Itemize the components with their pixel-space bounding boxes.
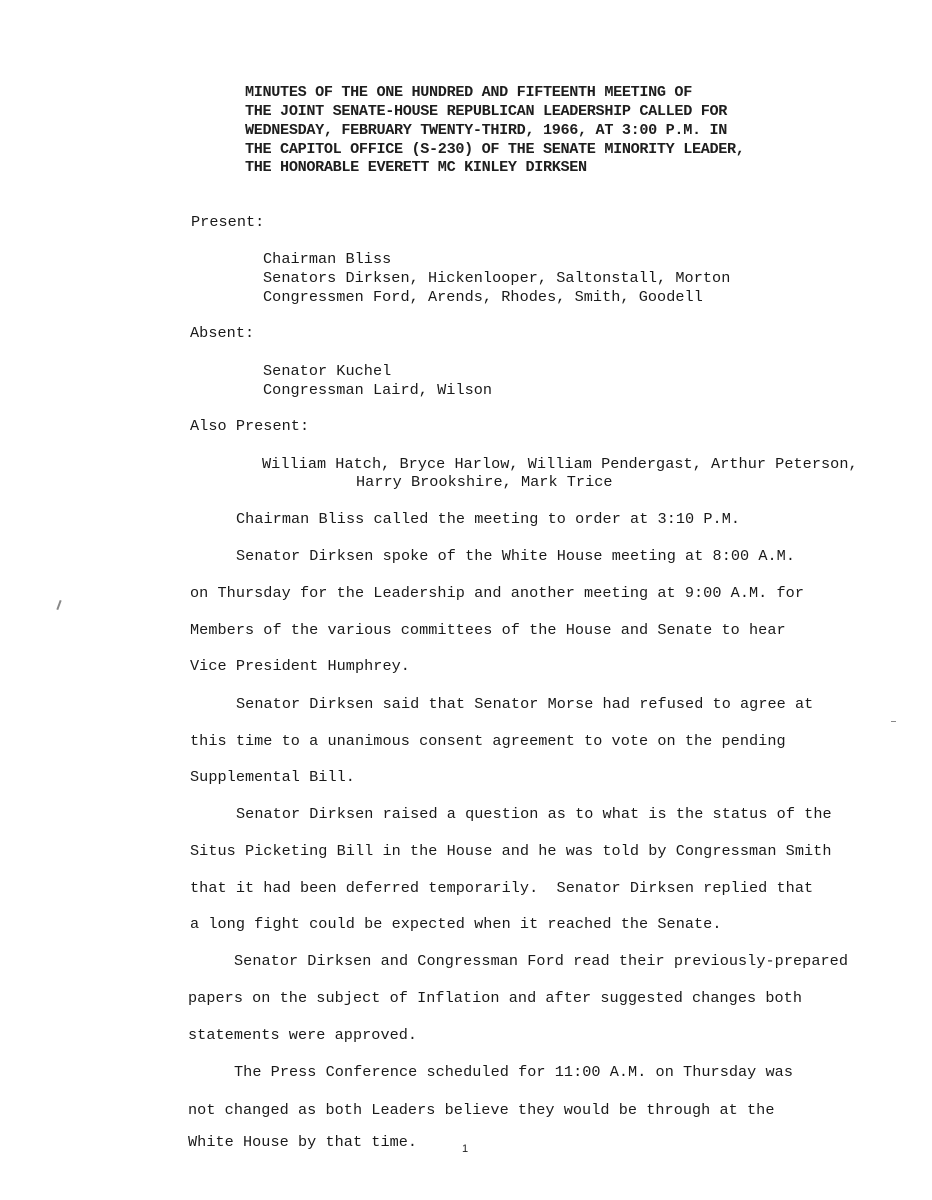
body-line: Vice President Humphrey. [190, 657, 410, 675]
absent-label: Absent: [190, 324, 255, 342]
body-line: papers on the subject of Inflation and after suggested changes both [188, 989, 802, 1007]
heading-line: MINUTES OF THE ONE HUNDRED AND FIFTEENTH MEETING OF [245, 83, 692, 101]
guest-line: William Hatch, Bryce Harlow, William Pendergast, Arthur Peterson, [262, 455, 858, 473]
page-number: 1 [462, 1143, 469, 1155]
attendee-line: Congressmen Ford, Arends, Rhodes, Smith, Goodell [263, 288, 703, 306]
body-line: Members of the various committees of the House and Senate to hear [190, 621, 786, 639]
body-line: Senator Dirksen and Congressman Ford read their previously-prepared [234, 952, 848, 970]
guest-line: Harry Brookshire, Mark Trice [356, 473, 613, 491]
body-line: Senator Dirksen spoke of the White House meeting at 8:00 A.M. [236, 547, 796, 565]
absentee-line: Congressman Laird, Wilson [263, 381, 493, 399]
margin-mark [56, 600, 61, 610]
heading-line: THE HONORABLE EVERETT MC KINLEY DIRKSEN [245, 158, 587, 176]
body-line: not changed as both Leaders believe they would be through at the [188, 1101, 775, 1119]
body-line: Supplemental Bill. [190, 768, 355, 786]
body-line: statements were approved. [188, 1026, 418, 1044]
heading-line: WEDNESDAY, FEBRUARY TWENTY-THIRD, 1966, AT 3:00 P.M. IN [245, 121, 728, 139]
body-line: that it had been deferred temporarily. Senator Dirksen replied that [190, 879, 814, 897]
attendee-line: Senators Dirksen, Hickenlooper, Saltonstall, Morton [263, 269, 731, 287]
body-line: Senator Dirksen said that Senator Morse had refused to agree at [236, 695, 814, 713]
heading-line: THE JOINT SENATE-HOUSE REPUBLICAN LEADERSHIP CALLED FOR [245, 102, 728, 120]
body-line: on Thursday for the Leadership and another meeting at 9:00 A.M. for [190, 584, 804, 602]
attendee-line: Chairman Bliss [263, 250, 392, 268]
heading-line: THE CAPITOL OFFICE (S-230) OF THE SENATE MINORITY LEADER, [245, 140, 745, 158]
also-present-label: Also Present: [190, 417, 310, 435]
body-line: The Press Conference scheduled for 11:00 A.M. on Thursday was [234, 1063, 794, 1081]
body-line: Chairman Bliss called the meeting to order at 3:10 P.M. [236, 510, 741, 528]
body-line: White House by that time. [188, 1133, 418, 1151]
body-line: Situs Picketing Bill in the House and he was told by Congressman Smith [190, 842, 832, 860]
body-line: this time to a unanimous consent agreement to vote on the pending [190, 732, 786, 750]
body-line: a long fight could be expected when it reached the Senate. [190, 915, 722, 933]
body-line: Senator Dirksen raised a question as to what is the status of the [236, 805, 832, 823]
present-label: Present: [191, 213, 265, 231]
margin-mark [891, 721, 896, 722]
absentee-line: Senator Kuchel [263, 362, 392, 380]
